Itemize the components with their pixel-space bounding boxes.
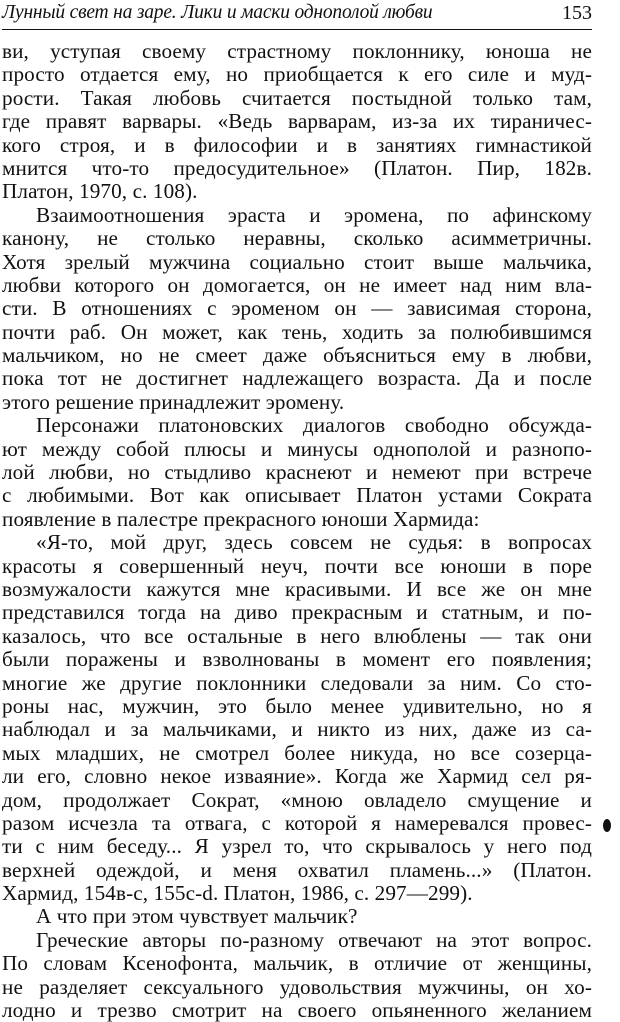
- text-line: ви, уступая своему страстному поклоннику, юноша не: [2, 39, 592, 63]
- text-line: Персонажи платоновских диалогов свободно обсужда-: [36, 413, 592, 438]
- running-title: Лунный свет на заре. Лики и маски однополой любви: [2, 2, 433, 23]
- text-line: с любимыми. Вот как описывает Платон устами Сократа: [2, 483, 592, 508]
- text-line: возмужалости кажутся мне красивыми. И все же он мне: [2, 576, 592, 601]
- text-line: разом исчезла та отвага, с которой я намеревался провес-: [2, 810, 592, 835]
- text-line: Взаимоотношения эраста и эромена, по афинскому: [36, 202, 592, 227]
- text-line: лой любви, но стыдливо краснеют и немеют при встрече: [2, 460, 592, 485]
- text-line: «Я-то, мой друг, здесь совсем не судья: в вопросах: [36, 530, 592, 555]
- text-line: Хотя зрелый мужчина социально стоит выше мальчика,: [2, 249, 592, 274]
- text-line: верхней одеждой, и меня охватил пламень...» (Платон.: [2, 857, 592, 882]
- text-line: Хармид, 154в-с, 155с-d. Платон, 1986, с. 297—299).: [2, 881, 473, 906]
- text-line: пока тот не достигнет надлежащего возраста. Да и после: [2, 366, 592, 391]
- text-line: этого решение принадлежит эромену.: [2, 389, 345, 414]
- text-line: наблюдал и за мальчиками, и никто из них, даже из са-: [2, 717, 592, 742]
- text-line: почти раб. Он может, как тень, ходить за полюбившимся: [2, 319, 592, 344]
- text-line: дом, продолжает Сократ, «мною овладело смущение и: [2, 787, 592, 812]
- text-line: канону, не столько неравны, сколько асимметричны.: [2, 226, 592, 251]
- text-line: Платон, 1970, с. 108).: [2, 179, 198, 204]
- text-line: были поражены и взволнованы в момент его появления;: [2, 647, 592, 672]
- text-line: ти с ним беседу... Я узрел то, что скрывалось у него под: [2, 834, 592, 859]
- body-text: [2, 40, 592, 1022]
- text-line: мнится что-то предосудительное» (Платон. Пир, 182в.: [2, 155, 592, 180]
- text-line: многие же другие поклонники следовали за ним. Со сто-: [2, 670, 592, 695]
- text-line: ли его, словно некое изваяние». Когда же Хармид сел ря-: [2, 764, 592, 789]
- text-line: кого строя, и в философии и в занятиях гимнастикой: [2, 132, 592, 157]
- text-line: сти. В отношениях с эроменом он — зависимая сторона,: [2, 296, 592, 321]
- page-number: 153: [562, 2, 592, 24]
- text-line: лодно и трезво смотрит на своего опьяненного желанием: [2, 998, 592, 1022]
- text-line: представился тогда на диво прекрасным и статным, и по-: [2, 600, 592, 625]
- text-line: Греческие авторы по-разному отвечают на этот вопрос.: [36, 927, 592, 952]
- text-line: ют между собой плюсы и минусы однополой и разнопо-: [2, 436, 592, 461]
- header-rule: [2, 29, 592, 30]
- text-line: По словам Ксенофонта, мальчик, в отличие от женщины,: [2, 951, 592, 976]
- text-line: мальчиком, но не смеет даже объясниться ему в любви,: [2, 343, 592, 368]
- margin-dot-mark: [603, 819, 611, 832]
- text-line: красоты я совершенный неуч, почти все юноши в поре: [2, 553, 592, 578]
- text-line: мых младших, не смотрел более никуда, но все созерца-: [2, 740, 592, 765]
- text-line: не разделяет сексуального удовольствия мужчины, он хо-: [2, 974, 592, 999]
- text-line: рости. Такая любовь считается постыдной только там,: [2, 85, 592, 110]
- text-line: роны нас, мужчин, это было менее удивительно, но я: [2, 693, 592, 718]
- text-line: где правят варвары. «Ведь варварам, из-за их тираничес-: [2, 109, 592, 134]
- text-line: появление в палестре прекрасного юноши Хармида:: [2, 506, 480, 531]
- page-header: [2, 0, 592, 32]
- text-line: просто отдается ему, но приобщается к его силе и муд-: [2, 62, 592, 87]
- text-line: казалось, что все остальные в него влюблены — так они: [2, 623, 592, 648]
- text-line: любви которого он домогается, он не имеет над ним вла-: [2, 272, 592, 297]
- text-line: А что при этом чувствует мальчик?: [36, 904, 358, 929]
